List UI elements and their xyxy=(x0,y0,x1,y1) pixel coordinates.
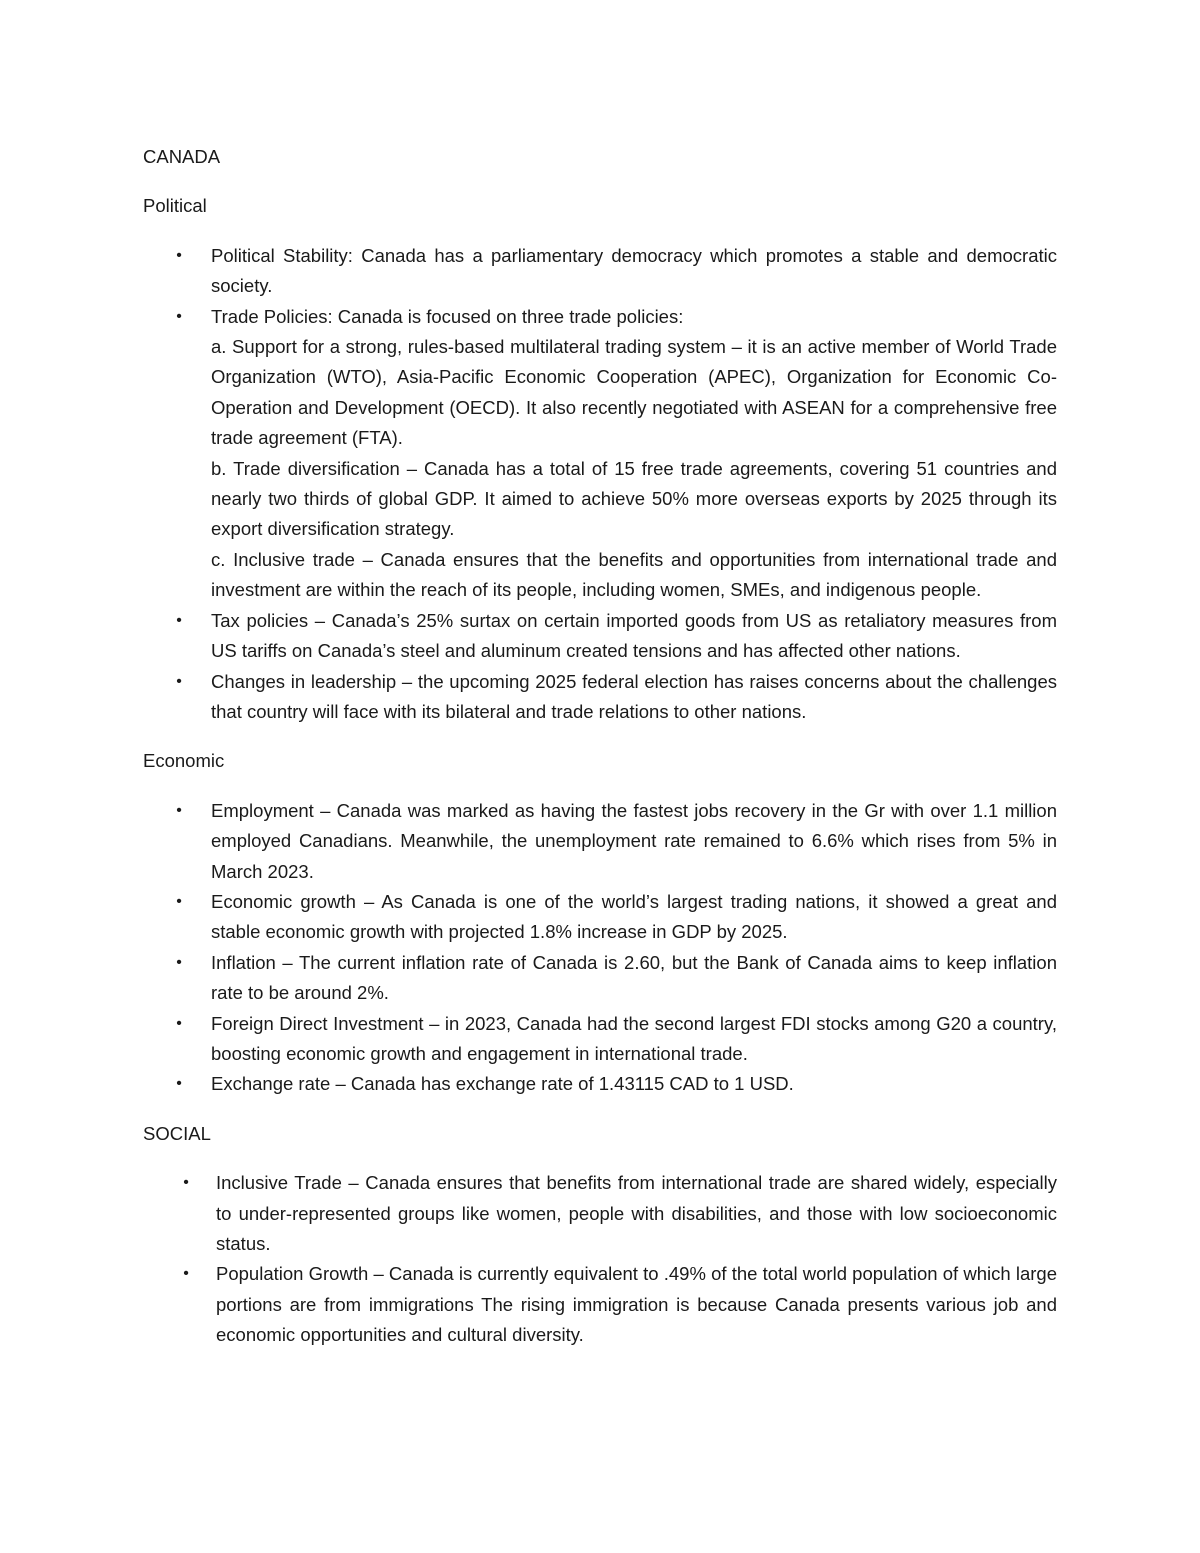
section-heading-political: Political xyxy=(143,195,207,217)
document-title: CANADA xyxy=(143,146,221,167)
bullet-icon: • xyxy=(183,1174,189,1192)
section-heading-social: SOCIAL xyxy=(143,1122,211,1144)
bullet-icon: • xyxy=(176,672,182,690)
list-item xyxy=(143,1009,1057,1070)
bullet-icon: • xyxy=(176,892,182,910)
list-item xyxy=(143,796,1057,887)
list-item-text: Inclusive Trade – Canada ensures that benefits from international trade are shared widely, especially to under-represented groups like women, people with disabilities, and those with low socioeconomic status. xyxy=(216,1172,1057,1254)
sub-item-c: c. Inclusive trade – Canada ensures that the benefits and opportunities from international trade and investment are within the reach of its people, including women, SMEs, and indigenous people. xyxy=(211,548,1057,601)
sub-item-b: b. Trade diversification – Canada has a total of 15 free trade agreements, covering 51 countries and nearly two thirds of global GDP. It aimed to achieve 50% more overseas exports by 2025 through its export diversification strategy. xyxy=(211,457,1057,540)
bullet-icon: • xyxy=(176,307,182,325)
list-item-text: Economic growth – As Canada is one of the world’s largest trading nations, it showed a great and stable economic growth with projected 1.8% increase in GDP by 2025. xyxy=(211,890,1057,943)
list-item xyxy=(143,606,1057,667)
list-item xyxy=(143,667,1057,728)
economic-list xyxy=(143,796,1057,1100)
list-item-text: Trade Policies: Canada is focused on three trade policies: xyxy=(211,305,684,327)
bullet-icon: • xyxy=(176,1014,182,1032)
document-page xyxy=(143,142,1057,1370)
political-list xyxy=(143,241,1057,728)
list-item xyxy=(143,302,1057,606)
bullet-icon: • xyxy=(183,1265,189,1283)
list-item xyxy=(143,887,1057,948)
list-item-text: Foreign Direct Investment – in 2023, Canada had the second largest FDI stocks among G20 a country, boosting economic growth and engagement in international trade. xyxy=(211,1012,1057,1064)
section-heading-economic: Economic xyxy=(143,750,225,772)
sub-item-a: a. Support for a strong, rules-based multilateral trading system – it is an active member of World Trade Organization (WTO), Asia-Pacific Economic Cooperation (APEC), Organization for Economic Co-Operation and Development (OECD). It also recently negotiated with ASEAN for a comprehensive free trade agreement (FTA). xyxy=(211,336,1057,449)
bullet-icon: • xyxy=(176,1075,182,1093)
list-item-text: Inflation – The current inflation rate of Canada is 2.60, but the Bank of Canada aims to keep inflation rate to be around 2%. xyxy=(211,951,1057,1004)
list-item-text: Political Stability: Canada has a parliamentary democracy which promotes a stable and democratic society. xyxy=(211,244,1057,297)
bullet-icon: • xyxy=(176,611,182,629)
social-list xyxy=(143,1168,1057,1350)
bullet-icon: • xyxy=(176,953,182,971)
list-item-text: Changes in leadership – the upcoming 2025 federal election has raises concerns about the challenges that country will face with its bilateral and trade relations to other nations. xyxy=(211,670,1057,722)
bullet-icon: • xyxy=(176,801,182,819)
list-item xyxy=(143,1259,1057,1350)
list-item xyxy=(143,948,1057,1009)
list-item xyxy=(143,241,1057,302)
list-item-text: Employment – Canada was marked as having the fastest jobs recovery in the Gr with over 1.1 million employed Canadians. Meanwhile, the unemployment rate remained to 6.6% which rises from 5% in March 2023. xyxy=(211,799,1057,882)
list-item xyxy=(143,1168,1057,1259)
list-item-text: Tax policies – Canada’s 25% surtax on certain imported goods from US as retaliatory measures from US tariffs on Canada’s steel and aluminum created tensions and has affected other nations. xyxy=(211,609,1057,662)
list-item xyxy=(143,1069,1057,1099)
bullet-icon: • xyxy=(176,246,182,264)
list-item-text: Population Growth – Canada is currently equivalent to .49% of the total world population of which large portions are from immigrations The rising immigration is because Canada presents various job and economic opportunities and cultural diversity. xyxy=(216,1263,1057,1346)
list-item-text: Exchange rate – Canada has exchange rate of 1.43115 CAD to 1 USD. xyxy=(211,1073,794,1095)
